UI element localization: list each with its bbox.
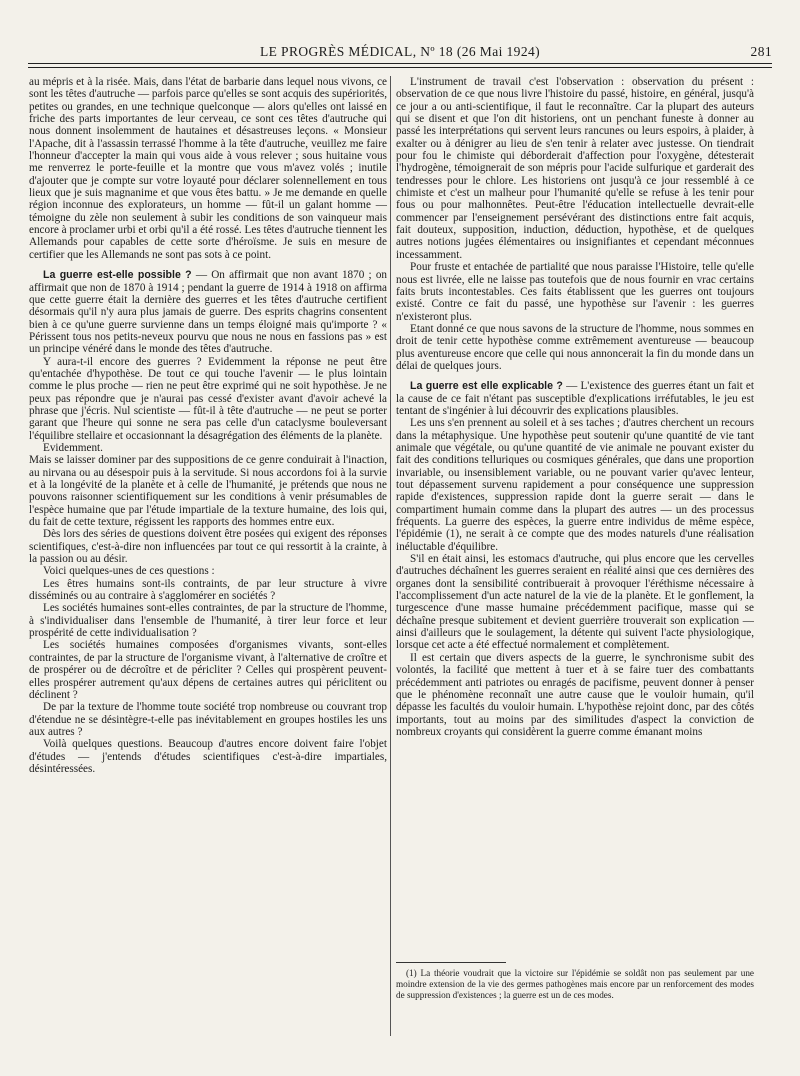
paragraph: Dès lors des séries de questions doivent être posées qui exigent des réponses scientifiques, c'est-à-dire non influencées par tout ce qui ressortit à la crainte, à la passion ou au désir.	[29, 528, 387, 566]
paragraph: S'il en était ainsi, les estomacs d'autruche, qui plus encore que les cervelles d'autruches déchaînent les guerres seraient en réalité ainsi que ces dernières des organes dont la sensibilité contribuerait à provoquer l'éréthisme nécessaire à l'accomplissement d'un acte naturel de la vie de la planète. Et le gonflement, la turgescence d'une masse humaine précédemment pacifique, masse qui se déchaîne presque subitement et devient guerrière trouverait son explication — ainsi d'ailleurs que le soulagement, la détente qui suivent l'acte physiologique, lorsque cet acte a été effectué normalement et complètement.	[396, 553, 754, 652]
paragraph: L'instrument de travail c'est l'observation : observation du présent : observation de ce que nous livre l'histoire du passé, histoire, en général, jusqu'à ce jour a ou anti-scientifique, il faut le reconnaître. Car la plupart des auteurs qui se disent et que l'on dit historiens, ont un penchant funeste à donner au passé les interprétations qui servent leurs rancunes ou leurs espoirs, à plaider, à exalter ou à dénigrer au lieu de s'en tenir à relater avec justesse. On tiendrait pour fou le chimiste qui déborderait d'affection pour l'oxygène, détesterait l'hydrogène, témoignerait de son mépris pour l'acide sulfurique et garderait des tendresses pour le chlore. Les historiens ont jusqu'à ce jour ressemblé à ce chimiste et c'est un malheur pour l'humanité qu'elle se refuse à les tenir pour fous ou pour malhonnêtes. Peut-être l'éducation intellectuelle devrait-elle commencer par l'enseignement persévérant des distinctions entre fait acquis, fait douteux, supposition, induction, déduction, hypothèse, et de quelques autres notions jugées élémentaires ou insignifiantes et cependant méconnues incessamment.	[396, 76, 754, 261]
paragraph: Etant donné ce que nous savons de la structure de l'homme, nous sommes en droit de tenir cette hypothèse comme extrêmement aventureuse — beaucoup plus aventureuse encore que celle qui nous annoncerait la fin du monde dans un délai de quelques jours.	[396, 322, 754, 372]
paragraph: Les sociétés humaines sont-elles contraintes, de par la structure de l'homme, à s'individualiser dans l'ensemble de l'humanité, à tirer leur force et leur prospérité de cette individualisation ?	[29, 602, 387, 640]
left-column	[29, 76, 387, 1056]
section-paragraph	[396, 380, 754, 417]
section-heading: La guerre est elle explicable ?	[410, 380, 563, 393]
paragraph: Il est certain que divers aspects de la guerre, le synchronisme subit des volontés, la facilité que mettent à tuer et à se faire tuer des combattants précédemment anti patriotes ou enragés de pacifisme, peuvent donner à penser que le phénomène reconnaît une autre cause que le vouloir humain, qu'il dépasse les facultés du vouloir humain. L'hypothèse rejoint donc, par des côtés importants, tout au moins par des similitudes d'aspect la conviction de nombreux croyants qui considèrent la guerre comme émanant moins	[396, 651, 754, 738]
paragraph: Pour fruste et entachée de partialité que nous paraisse l'Histoire, telle qu'elle nous est livrée, elle ne laisse pas toutefois que de nous fournir en vrac certains faits bruts incontestables. Ces faits établissent que les guerres ont toujours existé. Contre ce fait du passé, une hypothèse sur l'avenir : les guerres n'existeront plus.	[396, 261, 754, 323]
section-paragraph	[29, 269, 387, 355]
section-text: — L'existence des guerres étant un fait et la cause de ce fait n'étant pas susceptible d'explications irréfutables, le jeu est tentant de s'ingénier à lui découvrir des explications plausibles.	[396, 380, 754, 417]
footnote-text: (1) La théorie voudrait que la victoire sur l'épidémie se soldât non pas seulement par une moindre extension de la vie des germes pathogènes mais encore par un renforcement des modes de suppression d'existences ; la guerre est un de ces modes.	[396, 968, 754, 1000]
footnote-rule	[396, 962, 506, 963]
running-header	[28, 44, 772, 64]
section-text: — On affirmait que non avant 1870 ; on affirmait que non de 1870 à 1914 ; pendant la guerre de 1914 à 1918 on affirma que cette guerre était la dernière des guerres et les têtes d'autruche certifient désormais qu'il n'y aura plus jamais de guerre. Des esprits chagrins consentent bien à ce qu'une guerre survienne dans un temps éloigné mais qu'importe ? « Périssent tous nos petits-neveux pourvu que nous ne nous en fassions pas » est un principe vénéré dans le monde des têtes d'autruche.	[29, 269, 387, 356]
paragraph: Evidemment.	[43, 441, 103, 454]
paragraph: Les sociétés humaines composées d'organismes vivants, sont-elles contraintes, de par la structure de l'organisme vivant, à l'alternative de croître et de prospérer ou de décroître et de péricliter ? Celles qui prospèrent peuvent-elles prospérer autrement qu'aux dépens de certaines autres qui périclitent ou déclinent ?	[29, 639, 387, 701]
paragraph: Voici quelques-unes de ces questions :	[43, 565, 215, 578]
running-title: LE PROGRÈS MÉDICAL, Nº 18 (26 Mai 1924)	[259, 44, 541, 59]
section-heading: La guerre est-elle possible ?	[43, 269, 192, 282]
paragraph: Mais se laisser dominer par des suppositions de ce genre conduirait à l'inaction, au nirvana ou au désespoir puis à la servitude. Si nous accordons foi à la survie et à la longévité de la planète et à celle de l'humanité, je prétends que nous ne pouvons raisonner scientifiquement sur les conditions à venir présumables de l'espèce humaine que par l'étude impartiale de la texture humaine, des lois qui, du fait de cette texture, régissent les rapports des hommes entre eux.	[29, 454, 387, 529]
paragraph: Voilà quelques questions. Beaucoup d'autres encore doivent faire l'objet d'études — j'entends d'études scientifiques c'est-à-dire impartiales, désintéressées.	[29, 738, 387, 775]
header-rule-thin	[28, 67, 772, 68]
paragraph: De par la texture de l'homme toute société trop nombreuse ou couvrant trop d'étendue ne se désintègre-t-elle pas inévitablement en groupes hostiles les uns aux autres ?	[29, 701, 387, 738]
page-number: 281	[750, 44, 772, 59]
right-column	[396, 76, 754, 1056]
paragraph: Y aura-t-il encore des guerres ? Evidemment la réponse ne peut être qu'entachée d'hypothèse. De tout ce qui touche l'avenir — le plus lointain comme le plus proche — rien ne peut être exprimé qui ne soit hypothèse. Je ne peux pas répondre que je n'aurai pas cessé d'exister avant d'avoir achevé la phrase que j'écris. Nul scientiste — fût-il à tête d'autruche — ne peut se porter garant que l'heure qui sonne ne sera pas celle d'un cataclysme bouleversant l'équilibre stellaire et occasionnant la désagrégation des éléments de la planète.	[29, 355, 387, 442]
column-divider	[390, 76, 391, 1036]
paragraph: au mépris et à la risée. Mais, dans l'état de barbarie dans lequel nous vivons, ce sont les têtes d'autruche — parfois parce qu'elles se sont acquis des supériorités, petites ou grandes, en une technique quelconque — alors qu'elles ont laissé en friche des parts importantes de leur cerveau, ce sont ces têtes d'autruche qui nous donnent insolemment de hautaines et désastreuses leçons. « Monsieur l'Apache, dit à l'assassin terrassé l'homme à la tête d'autruche, veuillez me faire l'honneur d'accepter la main qui vous aide à vous relever ; sous huitaine vous me renverrez le porte-feuille et la montre que vous m'avez volés ; inutile d'ajouter que je compte sur votre loyauté pour déclarer solennellement en tous lieux que je suis magnanime et que vous êtes battu. » Je me demande en quelle région inconnue des explorateurs, un homme — fût-il un galant homme — témoigne du zèle non seulement à subir les conditions de son vainqueur mais encore à proclamer urbi et orbi qu'il a été rossé. Les têtes d'autruche tiennent les Allemands pour capables de cette sorte d'héroïsme. Je suis en mesure de certifier que les Allemands ne sont pas sots à ce point.	[29, 76, 387, 261]
footnote	[396, 968, 754, 1001]
paragraph: Les êtres humains sont-ils contraints, de par leur structure à vivre disséminés ou au contraire à s'agglomérer en sociétés ?	[29, 577, 387, 603]
header-rule-thick	[28, 63, 772, 64]
paragraph: Les uns s'en prennent au soleil et à ses taches ; d'autres cherchent un recours dans la métaphysique. Une hypothèse peut soutenir qu'une quantité de vie tant animale que végétale, ou qu'une quantité de vie animale ne pouvant exister du fait des conditions telluriques ou cosmiques générales, que dans une proportion invariable, ou insensiblement variable, ou ne pouvant varier qu'avec lenteur, tout dépassement survenu rapidement a pour conséquence une suppression rapide d'existences, suppression rapide dont la guerre serait — dans le compartiment humain comme dans la plupart des autres — un des processus fréquents. La guerre des espèces, la guerre entre individus de même espèce, l'épidémie (1), ne serait à ce compte que des modes naturels d'une réalisation inéluctable d'équilibre.	[396, 417, 754, 553]
